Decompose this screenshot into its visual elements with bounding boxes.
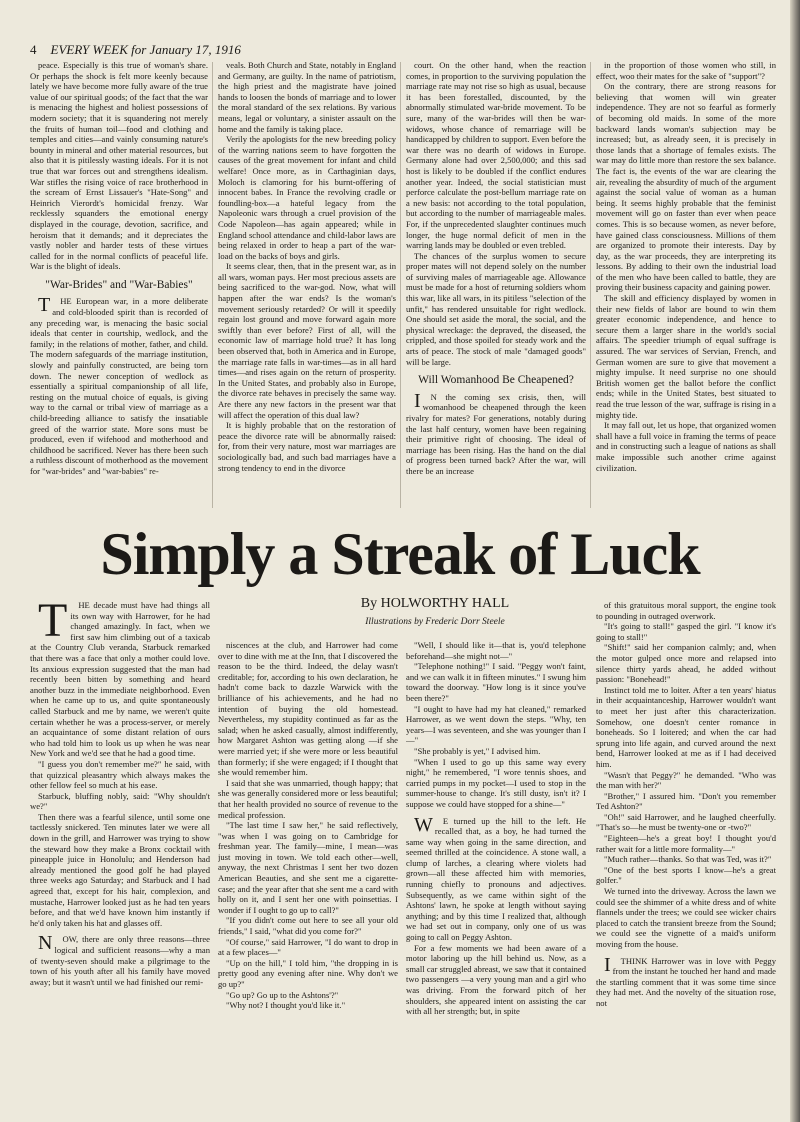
article-column-1 [30,60,208,510]
paragraph: "I guess you don't remember me?" he said, with that quizzical pleasantry which always makes the other fellow feel so much at his ease. [30,758,210,791]
paragraph: IN the coming sex crisis, then, will womanhood be cheapened through the keen rivalry for mates? For generations, notably during the last half century, women have been regaining their primitive right of choosing. The ideal of marriage has been rising. Has the hand on the dial of progress been turned back? After the war, will there be an increase [406,389,586,476]
paragraph: WE turned up the hill to the left. He recalled that, as a boy, he had turned the same way when going in the same direction, and seemed thrilled at the coincidence. A stone wall, a clump of larches, a clearing where violets had grown—all these affected him with memories, running chiefly to pronouns and adjectives. Subsequently, as we came within sight of the Ashtons' lawn, he spoke at length without saying anything; and by this time I realized that, although we had set out in company, only one of us was going to call on Peggy Ashton. [406,813,586,943]
page-edge-shadow [790,0,800,1122]
paragraph: court. On the other hand, when the reaction comes, in proportion to the surviving population the marriage rate may not rise so high as usual, because it has been forestalled, discounted, by the abnormally stimulated war-bride movement. To be sure, many of the war-brides will then be war-widows, whose chance of remarriage will be handicapped by children to support. Even before the war there was no dearth of widows in Europe. Germany alone had over 2,500,000; and this sad host is likely to be doubled if the conflict endures another year. Indeed, the social statistician must perforce calculate the post-bellum marriage rate on a new basis: not according to the total population, but according to the number of marriageable males. For, if the unprecedented slaughter continues much longer, the huge normal deficit of men in the warring lands may be doubled or even trebled. [406,60,586,251]
section-heading: "War-Brides" and "War-Babies" [45,278,193,291]
paragraph: The skill and efficiency displayed by women in their new fields of labor are bound to win them greater economic independence, and hence to secure them a larger share in the world's social affairs. The speedier triumph of equal suffrage is assured. The war services of Servian, French, and German women are sure to give that movement a mighty impulse. It need surprise no one should British women get the ballot before the conflict ends; while in the United States, best situated to read the true lesson of the war, suffrage is rising in a mighty tide. [596,293,776,420]
paragraph: "She probably is yet," I advised him. [414,745,541,756]
paragraph: "Up on the hill," I told him, "the dropping in is pretty good any evening after nine. Why don't we go up?" [218,957,398,989]
paragraph: Instinct told me to loiter. After a ten years' hiatus in their acquaintanceship, Harrower wouldn't want to meet her just after this characterization. Somehow, one doesn't center romance in boneheads. So I loitered; and when the car had sprung into life again, and curved around the next bend, Harrower looked at me as if I had deceived him. [596,684,776,769]
paragraph: "Of course," said Harrower, "I do want to drop in at a few places—" [218,936,398,958]
paragraph: "Oh!" said Harrower, and he laughed cheerfully. "That's so—he must be twenty-one or -two?" [596,811,776,833]
paragraph: niscences at the club, and Harrower had come over to dine with me at the Inn, that I discovered the reason to be the third. Indeed, the delay wasn't creditable; for, according to his own declaration, he hadn't come back to dazzle Warwick with the brilliance of his achievements, and he had no intention of buying the old homestead. Nevertheless, my stupidity continued as far as the salad; when he asked casually, almost indifferently, how Margaret Ashton was getting along —if she were married yet; if she were more or less beautiful than formerly; if she were engaged; if I thought that she would remember him. [218,640,398,778]
paragraph: Verily the apologists for the new breeding policy of the warring nations seem to have forgotten the causes of the great movement for infant and child welfare! Once more, as in Carthaginian days, Moloch is clamoring for his burnt-offering of innocent babes. In France the revolving cradle or foundling-box—a hateful legacy from the Napoleonic wars through a cruel provision of the Code Napoleon—has again appeared; while in England school attendance and child-labor laws are being relaxed in order to heap a part of the war-load on the backs of boys and girls. [218,134,396,261]
paragraph: "When I used to go up this same way every night," he remembered, "I wore tennis shoes, and carried pumps in my pocket—I used to stop in the summer-house to change. It's still dusty, isn't it? I suppose we could have stopped for a shine—" [406,756,586,809]
paragraph: It is highly probable that on the restoration of peace the divorce rate will be abnormally raised: for, from their very nature, most war marriages are sociologically bad, and such bad marriages have a strong tendency to end in the divorce [218,420,396,473]
paragraph: in the proportion of those women who still, in effect, woo their mates for the sake of "support"? [596,60,776,81]
paragraph: Starbuck, bluffing nobly, said: "Why shouldn't we?" [30,790,210,812]
section-heading: Will Womanhood Be Cheapened? [418,374,574,387]
story-column-3 [406,640,586,1115]
paragraph: "It's going to stall!" gasped the girl. "I know it's going to stall!" [596,621,776,642]
story-column-1 [30,600,210,1115]
paragraph: It may fall out, let us hope, that organized women shall have a full voice in framing the terms of peace and in constructing such a league of nations as shall make impossible such another crime against civilization. [596,420,776,473]
paragraph: "If you didn't come out here to see all your old friends," I said, "what did you come for?" [218,915,398,937]
illustration-credit: Illustrations by Frederic Dorr Steele [365,617,505,627]
paragraph: Then there was a fearful silence, until some one tactlessly snickered. Ten minutes later we were all down in the grill, and Harrower was trying to show the steward how they make a Bronx cocktail with pineapple juice in Honolulu; and Henderson had already mentioned the good golf he had played three weeks ago Saturday; and Starbuck and I had agreed that, except for his hair, complexion, and mustache, Harrower looked just as he had ten years before, and that we'd have known him instantly if he'd only taken his hat and glasses off. [30,811,210,928]
paragraph: "Brother," I assured him. "Don't you remember Ted Ashton?" [596,790,776,812]
paragraph: of this gratuitous moral support, the engine took to pounding in outraged overwork. [596,600,776,621]
paragraph: "Much rather—thanks. So that was Ted, was it?" [604,854,772,865]
story-column-4 [596,600,776,1115]
paragraph: I said that she was unmarried, though happy; that she was generally considered more or less beautiful; that her health provided no source of revenue to the medical profession. [218,777,398,820]
story-byline: By HOLWORTHY HALL [360,596,510,611]
paragraph: "I ought to have had my hat cleaned," remarked Harrower, as we went down the steps. "Why, ten years—I was seventeen, and she was younger than I—" [406,703,586,746]
column-rule [590,62,591,508]
story-column-2 [218,640,398,1115]
article-column-4 [596,60,776,510]
paragraph: "Eighteen—he's a great boy! I thought you'd rather wait for a little more formality—" [596,833,776,854]
paragraph: "Shift!" said her companion calmly; and, when the motor gulped once more and relapsed into silence thirty yards ahead, he added without passion: "Bonehead!" [596,642,776,685]
paragraph: "Go up? Go up to the Ashtons'?" [226,989,339,1000]
page-header [30,42,241,58]
paragraph: "Why not? I thought you'd like it." [226,1000,346,1011]
paragraph: ITHINK Harrower was in love with Peggy from the instant he touched her hand and made the startling comment that it was some time since they had met. And the novelty of the situation rose, not [596,953,776,1008]
paragraph: THE European war, in a more deliberate and cold-blooded spirit than is recorded of any preceding war, is menacing the basic social ideals that center in courtship, wedlock, and the family; in the relations of mother, father, and child. The modern safeguards of the marriage institution, slowly and painfully constructed, are being torn down. The newer conception of wedlock as essentially a spiritual companionship of all life, resting on the mutual choice of equals, is giving way to the carnal or tribal view of marriage as a child-breeding alliance to satisfy the insatiable greed of the warrior state. More sons must be produced, even if wifehood and motherhood and childhood be sacrificed. Never has there been such a ruthless discount of motherhood as the movement for "war-brides" and "war-babies" re- [30,294,208,476]
paragraph: It seems clear, then, that in the present war, as in all wars, woman pays. Her most precious assets are being sacrificed to the war-god. Now, what will happen after the war ends? Is the woman's movement seriously retarded? Or will it speedily regain lost ground and move forward again more swiftly than ever before? First of all, will the economic law of marriage hold true? It has long been observed that, both in America and in Europe, the marriage rate falls in war-times—as in all hard times—and rises again on the return of prosperity. In the United States, and probably also in Europe, the divorce rate behaves in precisely the same way. Are there any new factors in the present war that will affect the operation of this dual law? [218,261,396,420]
paragraph: The chances of the surplus women to secure proper mates will not depend solely on the number of surviving males of marriageable age. Allowance must be made for a host of returning soldiers whom this war, like all wars, in its pitiless "selection of the unfit," has rendered unsuitable for right wedlock. One should set aside the moral, the social, and the physical wreckage: the depraved, the diseased, the crippled, and those spoiled for steady work and the arts of peace. The stock of male "damaged goods" will be large. [406,250,586,367]
page-number: 4 [30,42,37,57]
paragraph: "Well, I should like it—that is, you'd telephone beforehand—she might not—" [406,640,586,661]
article-column-3 [406,60,586,510]
paragraph: "Telephone nothing!" I said. "Peggy won't faint, and we can walk it in fifteen minutes." I swung him toward the doorway. "How long is it since you've been there?" [406,661,586,703]
paragraph: We turned into the driveway. Across the lawn we could see the shimmer of a white dress and of white flannels under the trees; we could see wicker chairs placed to catch the transient breeze from the Sound; we could see the vignette of a maid's uniform moving from the house. [596,886,776,949]
paragraph: veals. Both Church and State, notably in England and Germany, are guilty. In the name of patriotism, the high priest and the magistrate have joined hands to loosen the bonds of marriage and to lower the moral standard of the sex relations. By various means, legal or voluntary, a sinister assault on the home and the family is taking place. [218,60,396,134]
paragraph: On the contrary, there are strong reasons for believing that women will win greater independence. They are not so fearful as formerly of becoming old maids. In some of the more backward lands woman's subjection may be increased; but, as already seen, it is precisely in those lands that a shortage of females exists. The war may do little more than restore the sex balance. The fact is, the events of the war are clearing the air, revealing the absurdity of much of the argument against the social value of woman as a human being. It seems highly probable that the feminist movement will go on faster than ever when peace comes. This is so because women, as never before, have gained class consciousness. Millions of them are organized to promote their interests. Day by day, as the war proceeds, they are interpreting its lessons. By adding to their own the industrial load of the men who have been called to battle, they are proving their business capacity and gaining power. [596,81,776,293]
column-rule [400,62,401,508]
paragraph: "One of the best sports I know—he's a great golfer." [596,864,776,886]
article-column-2 [218,60,396,510]
paragraph: NOW, there are only three reasons—three logical and sufficient reasons—why a man of twenty-seven should make a pilgrimage to the town of his youth after all his family have moved away; but it wasn't until we had finished our remi- [30,932,210,987]
paragraph: peace. Especially is this true of woman's share. Or perhaps the shock is felt more keenly because lately we have become more fully aware of the true value of our spiritual goods; of the fact that the war is menacing the highest and holiest possessions of modern society; that it is squandering not merely the fruits of human toil—food and clothing and temples and cities—and vainly consuming nature's bounty in mineral and other material resources, but also that it is pitilessly wasting ideals. For it is not true that war forces out and strengthens idealism. War stifles the rising voice of race brotherhood in the scream of Ernst Lissauer's "Hate-Song" and Heinrich Vierordt's homicidal frenzy. War recklessly squanders the emotional energy displayed in the courage, devotion, sacrifice, and heroism that it demands; and it depreciates the vastly nobler and harder tests of these virtues called for in the normal conflicts of peaceful life. War is the blight of ideals. [30,60,208,272]
story-title: Simply a Streak of Luck [100,521,700,587]
paragraph: For a few moments we had been aware of a motor laboring up the hill behind us. Now, as a small car struggled abreast, we saw that it contained two passengers —a very young man and a girl who was driving. From the forward pitch of her shoulders, she appeared intent on assisting the car with all her strength; but, in spite [406,942,586,1017]
magazine-name: EVERY WEEK for January 17, 1916 [50,42,241,57]
paragraph: "Wasn't that Peggy?" he demanded. "Who was the man with her?" [596,769,776,791]
column-rule [212,62,213,508]
paragraph: THE decade must have had things all its own way with Harrower, for he had changed amazingly. In fact, when we first saw him climbing out of a taxicab at the Country Club veranda, Starbuck remarked that there was a face that only a mother could love. Its anxious expression suggested that the man had recently been bitten by something and heard another buzz in the immediate neighborhood. Even when he came up to us, and quite spontaneously called Starbuck and me by name, we weren't quite certain whether he was a process-server, or merely an acquaintance of some distant relation of ours who had told him to look us up when he was near New York and we'd see that he had a good time. [30,600,210,759]
paragraph: "The last time I saw her," he said reflectively, "was when I was going on to Cambridge for freshman year. The family—mine, I mean—was just moving in town. We told each other—well, anyway, the next Christmas I sent her two dozen American Beauties, and she sent me a cigarette-case; and the year after that she sent me a card with holly on it, and I sent her one with poinsettias. I wonder if I ought to go up to call?" [218,820,398,915]
